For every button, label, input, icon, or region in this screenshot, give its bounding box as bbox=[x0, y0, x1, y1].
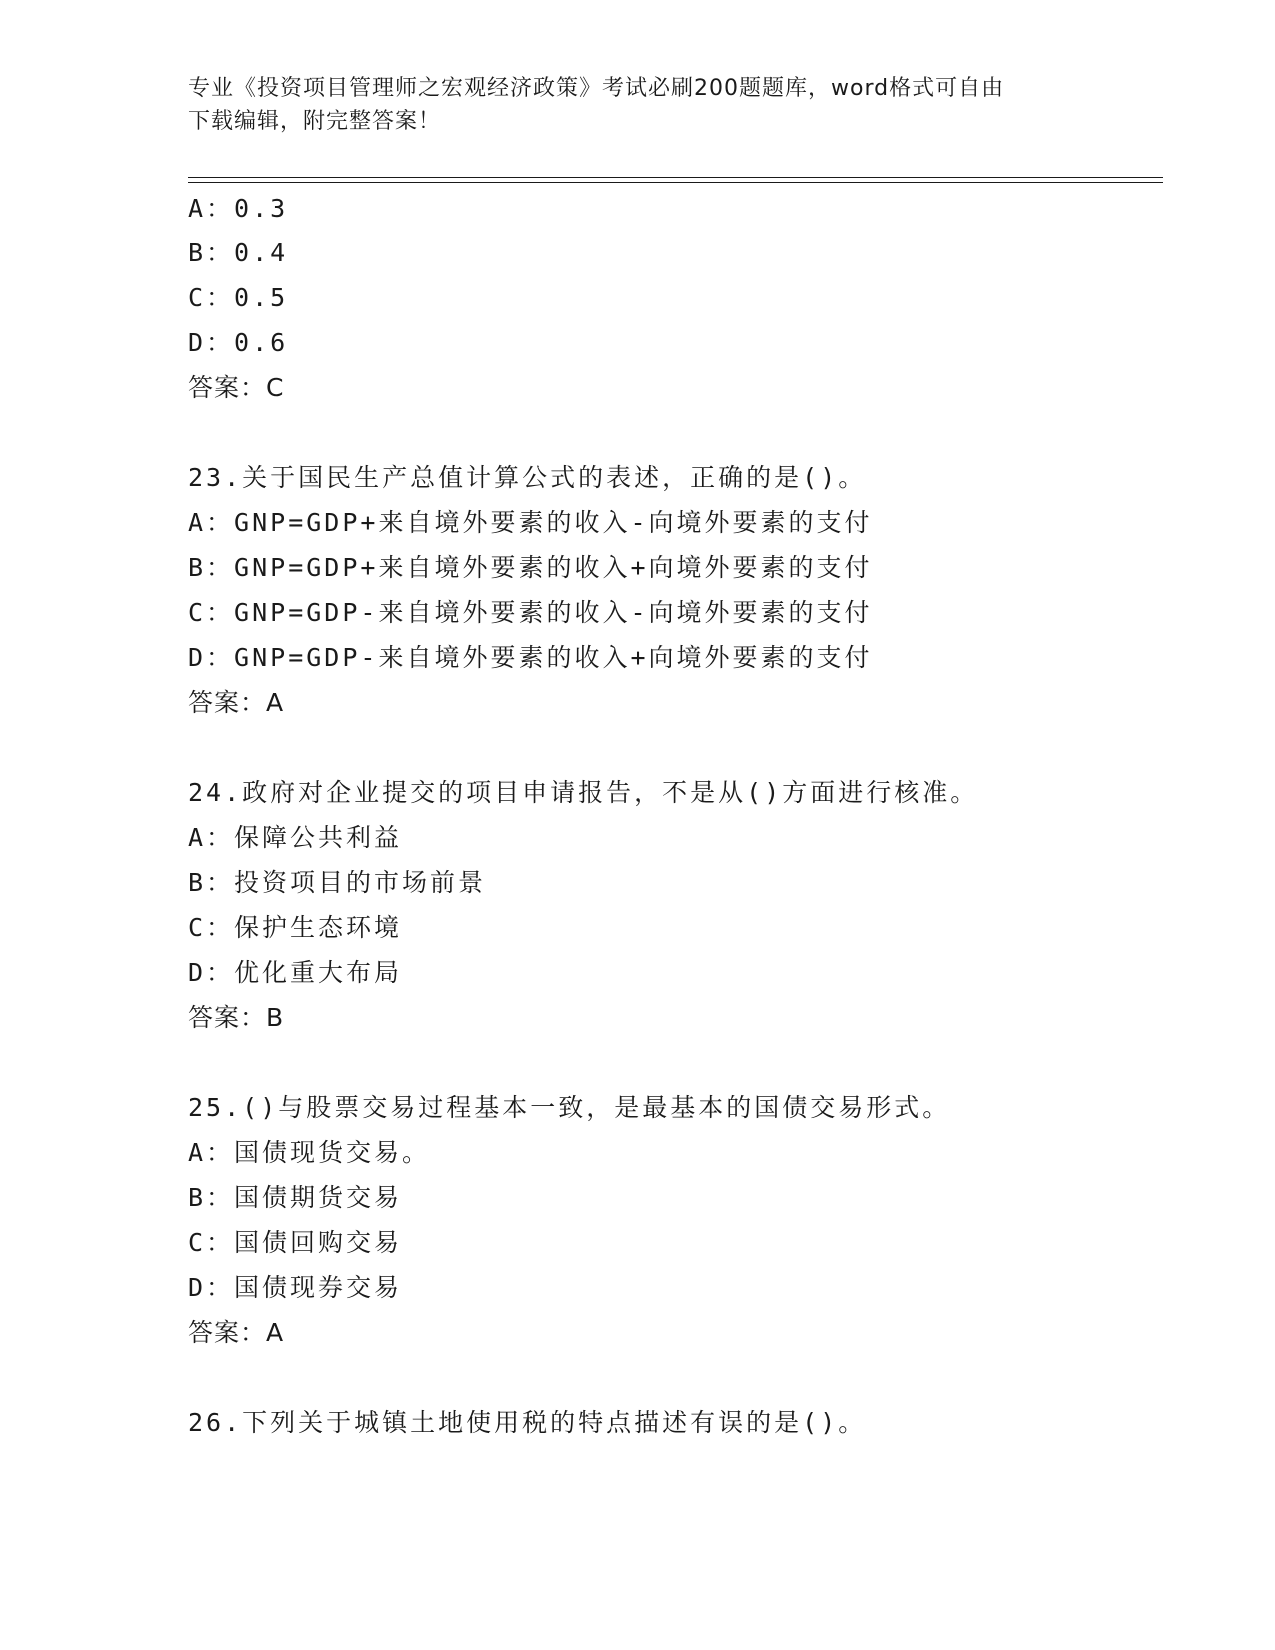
question-stem: 24.政府对企业提交的项目申请报告，不是从()方面进行核准。 bbox=[188, 778, 979, 807]
option-d: D：0.6 bbox=[188, 328, 289, 357]
answer: 答案：C bbox=[188, 373, 285, 402]
answer: 答案：A bbox=[188, 1318, 285, 1347]
option-d: D：GNP=GDP-来自境外要素的收入+向境外要素的支付 bbox=[188, 643, 873, 672]
option-b: B：投资项目的市场前景 bbox=[188, 868, 487, 897]
option-a: A：保障公共利益 bbox=[188, 823, 403, 852]
option-b: B：GNP=GDP+来自境外要素的收入+向境外要素的支付 bbox=[188, 553, 873, 582]
question-stem: 25.()与股票交易过程基本一致，是最基本的国债交易形式。 bbox=[188, 1093, 951, 1122]
question-stem: 26.下列关于城镇土地使用税的特点描述有误的是()。 bbox=[188, 1408, 867, 1437]
option-c: C：国债回购交易 bbox=[188, 1228, 403, 1257]
question-stem: 23.关于国民生产总值计算公式的表述，正确的是()。 bbox=[188, 463, 867, 492]
option-d: D：国债现券交易 bbox=[188, 1273, 403, 1302]
option-b: B：0.4 bbox=[188, 238, 289, 267]
option-c: C：GNP=GDP-来自境外要素的收入-向境外要素的支付 bbox=[188, 598, 873, 627]
header-divider-bottom bbox=[188, 182, 1163, 183]
option-a: A：0.3 bbox=[188, 194, 289, 223]
option-b: B：国债期货交易 bbox=[188, 1183, 403, 1212]
option-c: C：0.5 bbox=[188, 283, 289, 312]
header-line-2: 下载编辑，附完整答案！ bbox=[188, 109, 442, 134]
document-header bbox=[188, 72, 1068, 138]
option-d: D：优化重大布局 bbox=[188, 958, 403, 987]
header-divider-top bbox=[188, 177, 1163, 178]
option-c: C：保护生态环境 bbox=[188, 913, 403, 942]
option-a: A：GNP=GDP+来自境外要素的收入-向境外要素的支付 bbox=[188, 508, 873, 537]
option-a: A：国债现货交易。 bbox=[188, 1138, 431, 1167]
header-line-1: 专业《投资项目管理师之宏观经济政策》考试必刷200题题库，word格式可自由 bbox=[188, 76, 1005, 101]
answer: 答案：A bbox=[188, 688, 285, 717]
answer: 答案：B bbox=[188, 1003, 285, 1032]
